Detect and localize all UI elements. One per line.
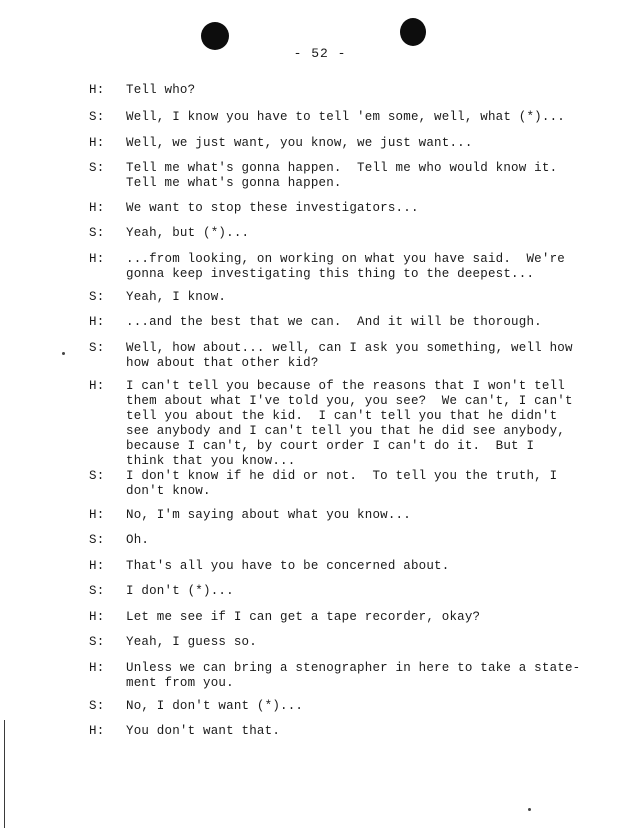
speaker-label: S: [89,341,105,355]
dialogue-text: I can't tell you because of the reasons that I won't tell them about what I've told you, you see? We can't, I can't tell you about the kid. I can't tell you that he didn't see anybody and I can't tell you that he did see anybody, because I can't, by court order I can't do it. But I think that you know... [126,379,573,468]
scan-margin-line [4,720,5,828]
speaker-label: H: [89,379,105,393]
speaker-label: S: [89,226,105,240]
dialogue-text: Well, we just want, you know, we just want... [126,136,473,150]
speaker-label: H: [89,610,105,624]
speaker-label: S: [89,635,105,649]
speaker-label: H: [89,201,105,215]
speaker-label: H: [89,724,105,738]
dialogue-text: Let me see if I can get a tape recorder, okay? [126,610,481,624]
dialogue-text: Well, how about... well, can I ask you something, well how how about that other kid? [126,341,573,370]
speaker-label: H: [89,661,105,675]
dialogue-text: ...and the best that we can. And it will be thorough. [126,315,542,329]
dialogue-text: ...from looking, on working on what you have said. We're gonna keep investigating this thing to the deepest... [126,252,565,281]
dialogue-text: I don't know if he did or not. To tell you the truth, I don't know. [126,469,558,498]
dialogue-text: We want to stop these investigators... [126,201,419,215]
dialogue-text: No, I'm saying about what you know... [126,508,411,522]
scan-speck [62,352,65,355]
speaker-label: H: [89,315,105,329]
dialogue-text: I don't (*)... [126,584,234,598]
dialogue-text: Yeah, I guess so. [126,635,257,649]
dialogue-text: Well, I know you have to tell 'em some, well, what (*)... [126,110,565,124]
dialogue-text: Tell me what's gonna happen. Tell me who would know it. Tell me what's gonna happen. [126,161,558,190]
speaker-label: H: [89,252,105,266]
dialogue-text: Unless we can bring a stenographer in here to take a state- ment from you. [126,661,581,690]
dialogue-text: Tell who? [126,83,196,97]
speaker-label: S: [89,290,105,304]
speaker-label: S: [89,584,105,598]
speaker-label: S: [89,469,105,483]
dialogue-text: Yeah, but (*)... [126,226,250,240]
dialogue-text: Oh. [126,533,150,547]
speaker-label: H: [89,136,105,150]
speaker-label: S: [89,699,105,713]
dialogue-text: You don't want that. [126,724,281,738]
speaker-label: S: [89,161,105,175]
dialogue-text: No, I don't want (*)... [126,699,304,713]
page-number: - 52 - [293,46,347,61]
speaker-label: H: [89,508,105,522]
dialogue-text: That's all you have to be concerned about. [126,559,450,573]
scan-speck [528,808,531,811]
speaker-label: S: [89,533,105,547]
dialogue-text: Yeah, I know. [126,290,227,304]
speaker-label: H: [89,559,105,573]
speaker-label: S: [89,110,105,124]
speaker-label: H: [89,83,105,97]
punch-hole-right [400,18,426,46]
